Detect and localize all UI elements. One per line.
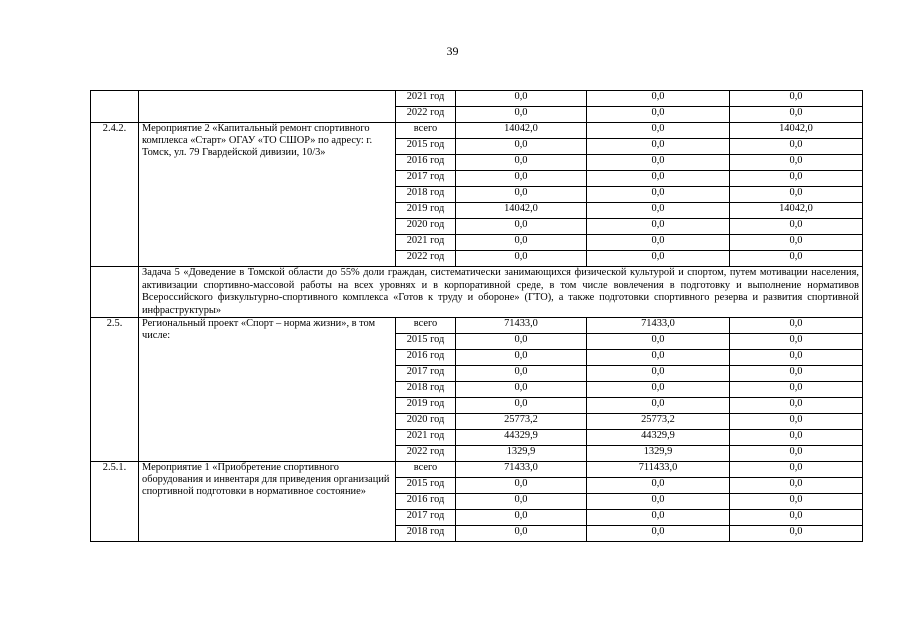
page-number: 39 (446, 44, 459, 58)
value-cell: 0,0 (456, 107, 587, 123)
value-cell: 0,0 (730, 251, 863, 267)
item-name: Мероприятие 2 «Капитальный ремонт спортивного комплекса «Старт» ОГАУ «ТО СШОР» по адресу: г. Томск, ул. 79 Гвардейской дивизии, 10/3» (139, 123, 396, 267)
value-cell: 0,0 (730, 366, 863, 382)
value-cell: 0,0 (456, 382, 587, 398)
value-cell: 0,0 (456, 139, 587, 155)
value-cell: 0,0 (587, 382, 730, 398)
value-cell: 14042,0 (730, 203, 863, 219)
value-cell: 0,0 (456, 219, 587, 235)
value-cell: 711433,0 (587, 462, 730, 478)
budget-table (90, 90, 863, 542)
value-cell: 0,0 (730, 414, 863, 430)
value-cell: 0,0 (730, 318, 863, 334)
year-cell: 2021 год (396, 235, 456, 251)
value-cell: 0,0 (456, 494, 587, 510)
value-cell: 0,0 (587, 203, 730, 219)
year-cell: всего (396, 123, 456, 139)
value-cell: 0,0 (587, 107, 730, 123)
year-cell: всего (396, 318, 456, 334)
value-cell: 0,0 (587, 219, 730, 235)
value-cell: 0,0 (730, 235, 863, 251)
value-cell: 0,0 (456, 91, 587, 107)
value-cell: 0,0 (587, 398, 730, 414)
value-cell: 0,0 (456, 155, 587, 171)
value-cell: 0,0 (730, 510, 863, 526)
year-cell: 2015 год (396, 139, 456, 155)
value-cell: 0,0 (587, 91, 730, 107)
year-cell: 2017 год (396, 510, 456, 526)
year-cell: 2016 год (396, 494, 456, 510)
value-cell: 25773,2 (587, 414, 730, 430)
value-cell: 0,0 (730, 107, 863, 123)
name-cell-empty (139, 91, 396, 123)
value-cell: 0,0 (730, 494, 863, 510)
table-row (91, 91, 863, 107)
value-cell: 44329,9 (587, 430, 730, 446)
value-cell: 0,0 (730, 91, 863, 107)
value-cell: 0,0 (730, 139, 863, 155)
value-cell: 0,0 (730, 398, 863, 414)
table-row (91, 318, 863, 334)
value-cell: 0,0 (456, 171, 587, 187)
value-cell: 71433,0 (456, 462, 587, 478)
value-cell: 0,0 (730, 187, 863, 203)
item-name: Региональный проект «Спорт – норма жизни», в том числе: (139, 318, 396, 462)
value-cell: 0,0 (587, 171, 730, 187)
year-cell: 2022 год (396, 107, 456, 123)
value-cell: 0,0 (730, 171, 863, 187)
value-cell: 0,0 (587, 334, 730, 350)
value-cell: 0,0 (730, 526, 863, 542)
year-cell: 2017 год (396, 366, 456, 382)
year-cell: 2015 год (396, 334, 456, 350)
task-description: Задача 5 «Доведение в Томской области до 55% доли граждан, систематически занимающихся физической культурой и спортом, путем мотивации населения, активизации спортивно-массовой работы на всех уровнях и в корпоративной среде, в том числе вовлечения в подготовку и выполнение нормативов Всероссийского физкультурно-спортивного комплекса «Готов к труду и обороне» (ГТО), а также подготовки спортивного резерва и развития спортивной инфраструктуры» (139, 267, 863, 318)
value-cell: 0,0 (730, 350, 863, 366)
value-cell: 0,0 (730, 219, 863, 235)
value-cell: 0,0 (456, 526, 587, 542)
year-cell: 2020 год (396, 219, 456, 235)
year-cell: 2020 год (396, 414, 456, 430)
item-code: 2.5.1. (91, 462, 139, 542)
value-cell: 0,0 (456, 251, 587, 267)
value-cell: 0,0 (730, 334, 863, 350)
year-cell: 2018 год (396, 187, 456, 203)
value-cell: 0,0 (587, 350, 730, 366)
value-cell: 0,0 (730, 382, 863, 398)
year-cell: 2022 год (396, 446, 456, 462)
value-cell: 44329,9 (456, 430, 587, 446)
year-cell: 2021 год (396, 430, 456, 446)
value-cell: 0,0 (587, 251, 730, 267)
value-cell: 0,0 (587, 494, 730, 510)
value-cell: 0,0 (730, 446, 863, 462)
task-row (91, 267, 863, 318)
year-cell: 2017 год (396, 171, 456, 187)
item-code: 2.4.2. (91, 123, 139, 267)
value-cell: 0,0 (456, 187, 587, 203)
value-cell: 0,0 (587, 235, 730, 251)
value-cell: 0,0 (456, 398, 587, 414)
value-cell: 0,0 (587, 526, 730, 542)
item-code: 2.5. (91, 318, 139, 462)
budget-table-body (91, 91, 863, 542)
value-cell: 0,0 (456, 350, 587, 366)
value-cell: 0,0 (587, 123, 730, 139)
value-cell: 1329,9 (587, 446, 730, 462)
value-cell: 14042,0 (456, 203, 587, 219)
value-cell: 0,0 (456, 235, 587, 251)
value-cell: 0,0 (587, 510, 730, 526)
value-cell: 14042,0 (730, 123, 863, 139)
value-cell: 0,0 (587, 478, 730, 494)
value-cell: 0,0 (456, 478, 587, 494)
task-code-empty (91, 267, 139, 318)
year-cell: 2018 год (396, 526, 456, 542)
table-row (91, 462, 863, 478)
value-cell: 0,0 (456, 334, 587, 350)
year-cell: всего (396, 462, 456, 478)
value-cell: 71433,0 (587, 318, 730, 334)
value-cell: 0,0 (730, 478, 863, 494)
value-cell: 0,0 (587, 187, 730, 203)
year-cell: 2019 год (396, 203, 456, 219)
year-cell: 2016 год (396, 350, 456, 366)
value-cell: 14042,0 (456, 123, 587, 139)
table-row (91, 123, 863, 139)
value-cell: 0,0 (456, 366, 587, 382)
year-cell: 2018 год (396, 382, 456, 398)
value-cell: 0,0 (730, 462, 863, 478)
value-cell: 0,0 (587, 366, 730, 382)
item-name: Мероприятие 1 «Приобретение спортивного оборудования и инвентаря для приведения организаций спортивной подготовки в нормативное состояние» (139, 462, 396, 542)
value-cell: 1329,9 (456, 446, 587, 462)
year-cell: 2019 год (396, 398, 456, 414)
value-cell: 0,0 (456, 510, 587, 526)
year-cell: 2021 год (396, 91, 456, 107)
value-cell: 71433,0 (456, 318, 587, 334)
year-cell: 2016 год (396, 155, 456, 171)
value-cell: 25773,2 (456, 414, 587, 430)
value-cell: 0,0 (587, 155, 730, 171)
code-cell-empty (91, 91, 139, 123)
value-cell: 0,0 (587, 139, 730, 155)
year-cell: 2022 год (396, 251, 456, 267)
value-cell: 0,0 (730, 430, 863, 446)
value-cell: 0,0 (730, 155, 863, 171)
year-cell: 2015 год (396, 478, 456, 494)
